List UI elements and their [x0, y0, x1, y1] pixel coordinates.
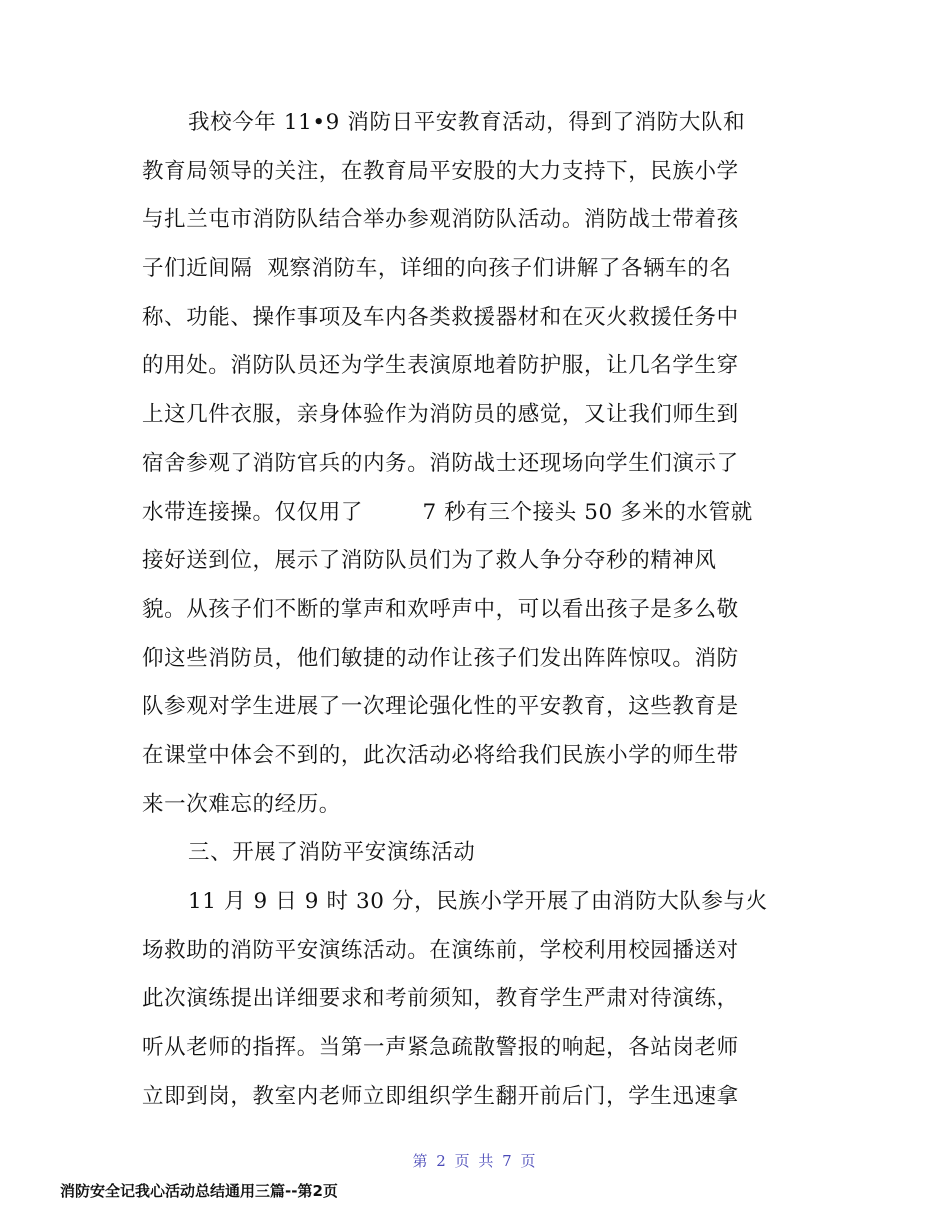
paragraph-line: 与扎兰屯市消防队结合举办参观消防队活动。消防战士带着孩	[142, 207, 739, 233]
paragraph-line: 接好送到位，展示了消防队员们为了救人争分夺秒的精神风	[142, 548, 717, 574]
paragraph-line: 上这几件衣服，亲身体验作为消防员的感觉，又让我们师生到	[142, 402, 739, 428]
paragraph-line: 称、功能、操作事项及车内各类救援器材和在灭火救援任务中	[142, 304, 739, 330]
document-body	[142, 99, 810, 1121]
section-heading: 三、开展了消防平安演练活动	[188, 840, 476, 866]
paragraph-line: 子们近间隔 观察消防车，详细的向孩子们讲解了各辆车的名	[142, 256, 732, 282]
paragraph-line: 立即到岗，教室内老师立即组织学生翻开前后门，学生迅速拿	[142, 1083, 739, 1109]
paragraph-line: 此次演练提出详细要求和考前须知，教育学生严肃对待演练，	[142, 986, 739, 1012]
paragraph-line: 的用处。消防队员还为学生表演原地着防护服，让几名学生穿	[142, 353, 739, 379]
paragraph-line: 宿舍参观了消防官兵的内务。消防战士还现场向学生们演示了	[142, 450, 739, 476]
paragraph-line: 场救助的消防平安演练活动。在演练前，学校利用校园播送对	[142, 937, 739, 963]
paragraph-line: 来一次难忘的经历。	[142, 791, 341, 817]
paragraph-line: 貌。从孩子们不断的掌声和欢呼声中，可以看出孩子是多么敬	[142, 596, 739, 622]
paragraph-line: 在课堂中体会不到的，此次活动必将给我们民族小学的师生带	[142, 742, 739, 768]
paragraph-line: 水带连接操。仅仅用了 7 秒有三个接头 50 多米的水管就	[142, 499, 753, 525]
paragraph-line: 听从老师的指挥。当第一声紧急疏散警报的响起，各站岗老师	[142, 1035, 739, 1061]
paragraph-line: 教育局领导的关注，在教育局平安股的大力支持下，民族小学	[142, 158, 739, 184]
paragraph-line: 我校今年 11•9 消防日平安教育活动，得到了消防大队和	[188, 110, 746, 135]
paragraph-line: 队参观对学生进展了一次理论强化性的平安教育，这些教育是	[142, 694, 739, 720]
document-footer-title: 消防安全记我心活动总结通用三篇--第2页	[60, 1182, 338, 1200]
paragraph-line: 仰这些消防员，他们敏捷的动作让孩子们发出阵阵惊叹。消防	[142, 645, 739, 671]
page-number: 第 2 页 共 7 页	[412, 1152, 538, 1170]
paragraph-line: 11 月 9 日 9 时 30 分，民族小学开展了由消防大队参与火	[188, 889, 768, 914]
